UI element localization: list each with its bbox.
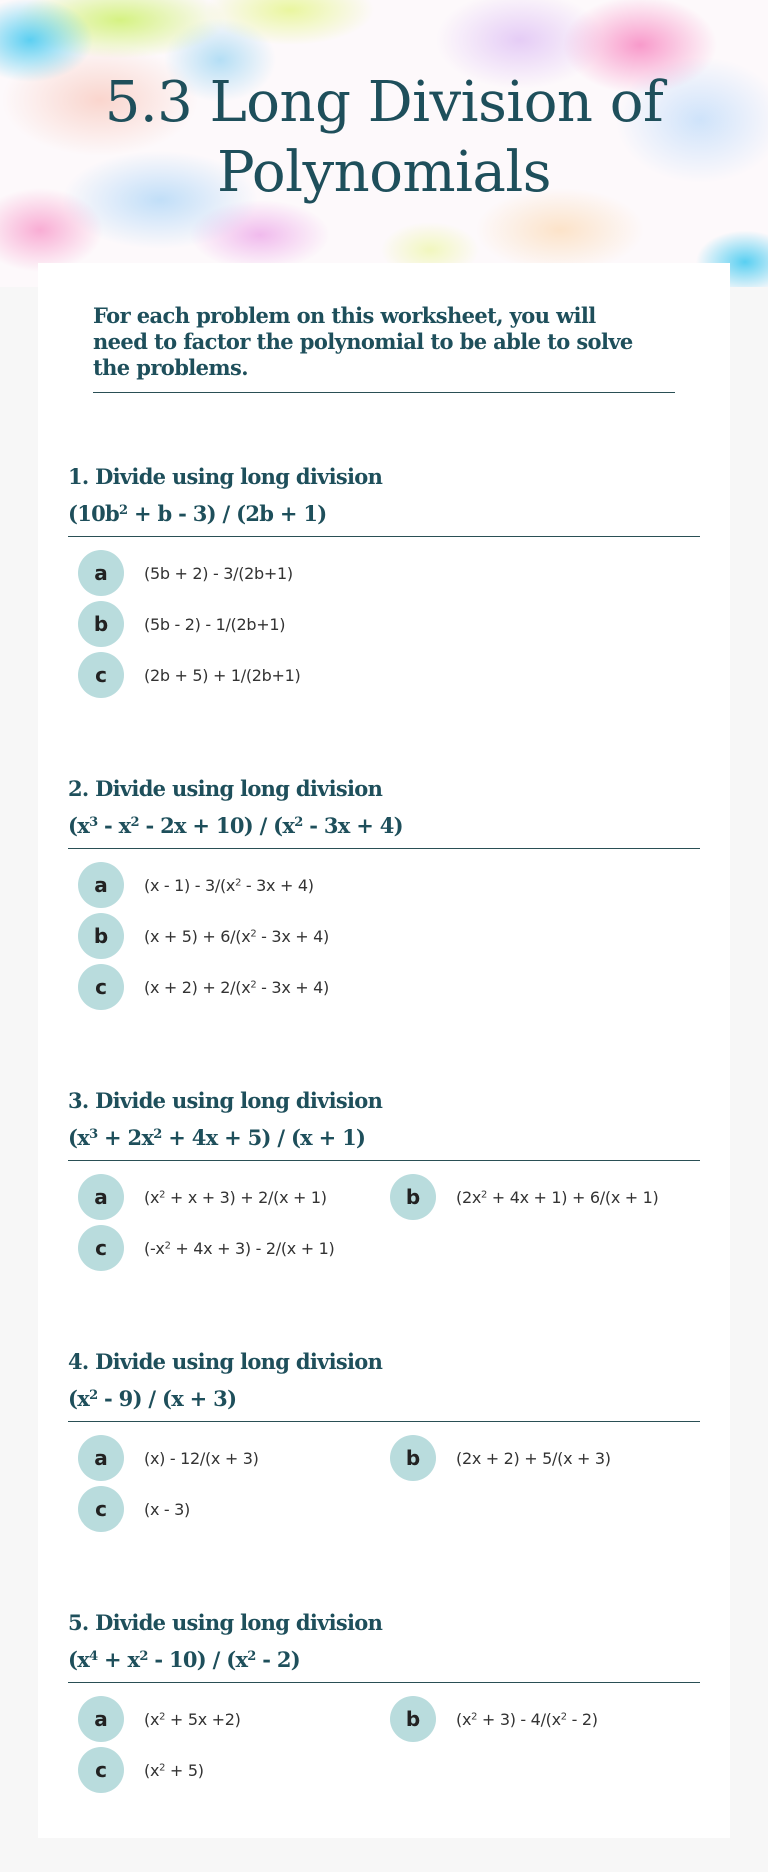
title-line-1: 5.3 Long Division of: [104, 70, 664, 135]
problem-heading: 3. Divide using long division: [68, 1088, 383, 1113]
option-c[interactable]: [78, 964, 329, 1010]
option-letter-badge: a: [78, 550, 124, 596]
divider: [68, 848, 700, 849]
option-letter-badge: b: [390, 1435, 436, 1481]
option-c[interactable]: [78, 1747, 204, 1793]
instructions: For each problem on this worksheet, you will need to factor the polynomial to be able to solve the problems.: [93, 303, 633, 380]
option-a[interactable]: [78, 1435, 259, 1481]
option-letter-badge: a: [78, 1174, 124, 1220]
worksheet-card: [38, 263, 730, 1838]
option-c[interactable]: [78, 652, 300, 698]
problem-expression: $(x^2 - 9) / (x + 3)$: [68, 1386, 237, 1411]
problem-heading: 2. Divide using long division: [68, 776, 383, 801]
option-b[interactable]: [78, 601, 285, 647]
divider: [68, 1682, 700, 1683]
option-text: $(-x^2 + 4x + 3) - 2/(x + 1)$: [144, 1238, 335, 1258]
problem-5: [68, 1604, 700, 1782]
option-a[interactable]: [78, 1696, 241, 1742]
option-letter-badge: b: [78, 913, 124, 959]
divider: [68, 536, 700, 537]
option-a[interactable]: [78, 862, 314, 908]
header-banner: [0, 0, 768, 287]
option-c[interactable]: [78, 1225, 334, 1271]
option-text: $(x^2 + 5x +2)$: [144, 1709, 241, 1729]
page-title: [0, 68, 768, 208]
option-letter-badge: b: [78, 601, 124, 647]
problem-2: [68, 770, 700, 999]
option-letter-badge: a: [78, 1435, 124, 1481]
option-letter-badge: c: [78, 1486, 124, 1532]
option-text: $(x - 1) - 3/(x^2 - 3x + 4)$: [144, 875, 314, 895]
option-b[interactable]: [390, 1696, 598, 1742]
option-b[interactable]: [390, 1174, 659, 1220]
option-letter-badge: c: [78, 1225, 124, 1271]
option-letter-badge: c: [78, 652, 124, 698]
title-line-2: Polynomials: [217, 140, 551, 205]
option-text: $(x^2 + x + 3) + 2/(x + 1)$: [144, 1187, 327, 1207]
option-text: (2x + 2) + 5/(x + 3): [456, 1448, 611, 1468]
option-a[interactable]: [78, 550, 293, 596]
problem-4: [68, 1343, 700, 1521]
option-text: (5b - 2) - 1/(2b+1): [144, 614, 286, 634]
problem-expression: $(10b^2 + b - 3) / (2b + 1)$: [68, 501, 327, 526]
problem-1: [68, 458, 700, 687]
problem-heading: 4. Divide using long division: [68, 1349, 383, 1374]
problem-heading: 1. Divide using long division: [68, 464, 383, 489]
option-text: (x - 3): [144, 1499, 190, 1519]
problem-3: [68, 1082, 700, 1260]
option-text: (2b + 5) + 1/(2b+1): [144, 665, 301, 685]
option-letter-badge: c: [78, 964, 124, 1010]
option-letter-badge: a: [78, 862, 124, 908]
option-text: $(x + 2) + 2/(x^2 - 3x + 4)$: [144, 977, 329, 997]
option-b[interactable]: [78, 913, 329, 959]
option-text: (x) - 12/(x + 3): [144, 1448, 259, 1468]
option-b[interactable]: [390, 1435, 611, 1481]
option-letter-badge: b: [390, 1174, 436, 1220]
option-text: $(x^2 + 5)$: [144, 1760, 204, 1780]
option-text: (5b + 2) - 3/(2b+1): [144, 563, 293, 583]
option-text: $(x^2 + 3) - 4/(x^2 - 2)$: [456, 1709, 598, 1729]
option-text: $(2x^2 + 4x + 1) + 6/(x + 1)$: [456, 1187, 659, 1207]
problem-heading: 5. Divide using long division: [68, 1610, 383, 1635]
option-c[interactable]: [78, 1486, 190, 1532]
option-letter-badge: a: [78, 1696, 124, 1742]
divider: [68, 1421, 700, 1422]
option-letter-badge: b: [390, 1696, 436, 1742]
problem-expression: $(x^3 + 2x^2 + 4x + 5) / (x + 1)$: [68, 1125, 366, 1150]
divider: [68, 1160, 700, 1161]
problem-expression: $(x^3 - x^2 - 2x + 10) / (x^2 - 3x + 4)$: [68, 813, 403, 838]
divider: [93, 392, 675, 393]
option-a[interactable]: [78, 1174, 327, 1220]
problem-expression: $(x^4 + x^2 - 10) / (x^2 - 2)$: [68, 1647, 301, 1672]
option-text: $(x + 5) + 6/(x^2 - 3x + 4)$: [144, 926, 329, 946]
option-letter-badge: c: [78, 1747, 124, 1793]
